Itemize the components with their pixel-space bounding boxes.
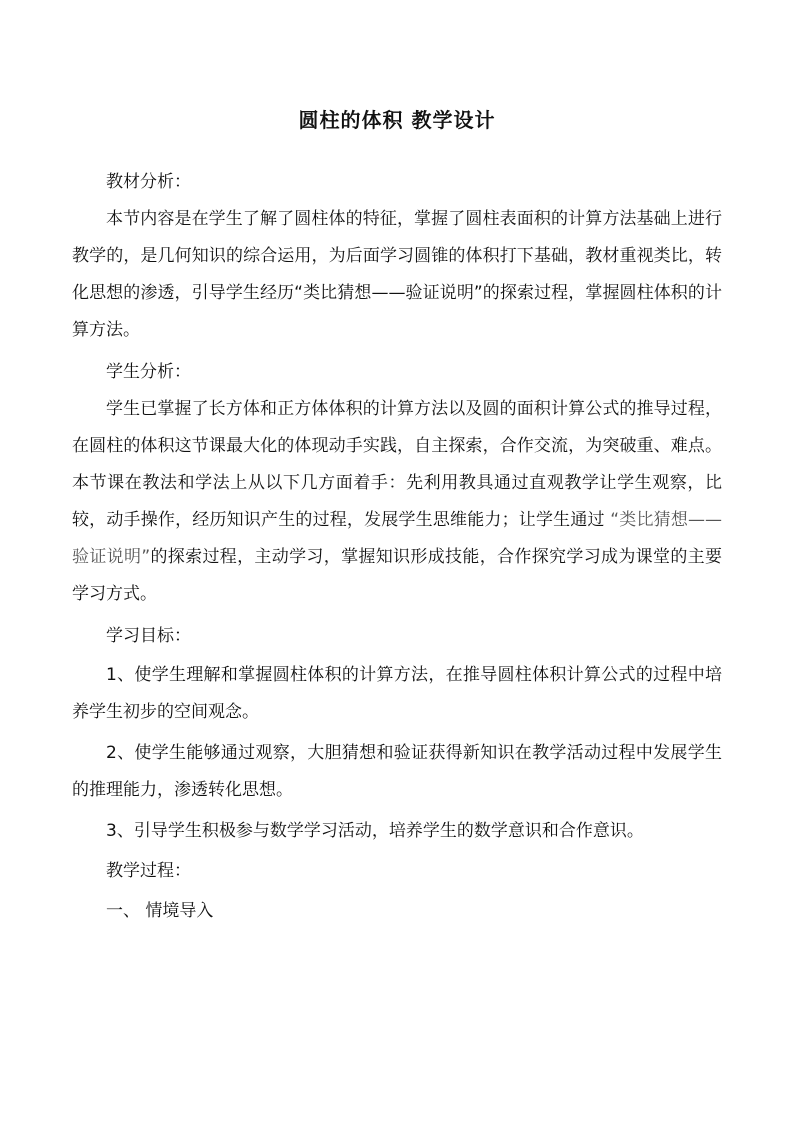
section-heading-goals: 学习目标： (106, 626, 191, 646)
document-title: 圆柱的体积 教学设计 (298, 108, 496, 132)
paragraph-material-analysis: 本节内容是在学生了解了圆柱体的特征，掌握了圆柱表面积的计算方法基础上进行教学的，是几何知识的综合运用，为后面学习圆锥的体积打下基础，教材重视类比，转化思想的渗透，引导学生经历“类比猜想——验证说明”的探索过程，掌握圆柱体积的计算方法。 (72, 209, 722, 340)
student-text-part1: 学生已掌握了长方体和正方体体积的计算方法以及圆的面积计算公式的推导过程，在圆柱的体积这节课最大化的体现动手实践，自主探索，合作交流，为突破重、难点。本节课在教法和学法上从以下几方面着手：先利用教具通过直观教学让学生观察，比较，动手操作，经历知识产生的过程，发展学生思维能力；让学生通过 (72, 399, 722, 530)
document-body (72, 163, 722, 930)
goal-item-1: 1、使学生理解和掌握圆柱体积的计算方法，在推导圆柱体积计算公式的过程中培养学生初步的空间观念。 (72, 665, 722, 722)
goal-item-2: 2、使学生能够通过观察，大胆猜想和验证获得新知识在教学活动过程中发展学生的推理能力，渗透转化思想。 (72, 743, 722, 800)
process-step-1: 一、 情境导入 (106, 901, 214, 921)
student-text-part3: 的探索过程，主动学习，掌握知识形成技能，合作探究学习成为课堂的主要学习方式。 (72, 547, 722, 604)
goal-item-3: 3、引导学生积极参与数学学习活动，培养学生的数学意识和合作意识。 (106, 821, 644, 841)
section-heading-material: 教材分析： (106, 172, 191, 192)
section-heading-student: 学生分析： (106, 362, 191, 382)
paragraph-student-analysis (72, 391, 722, 613)
section-heading-process: 教学过程： (106, 861, 191, 881)
student-text-quote: “类比猜想——验证说明” (72, 510, 723, 567)
